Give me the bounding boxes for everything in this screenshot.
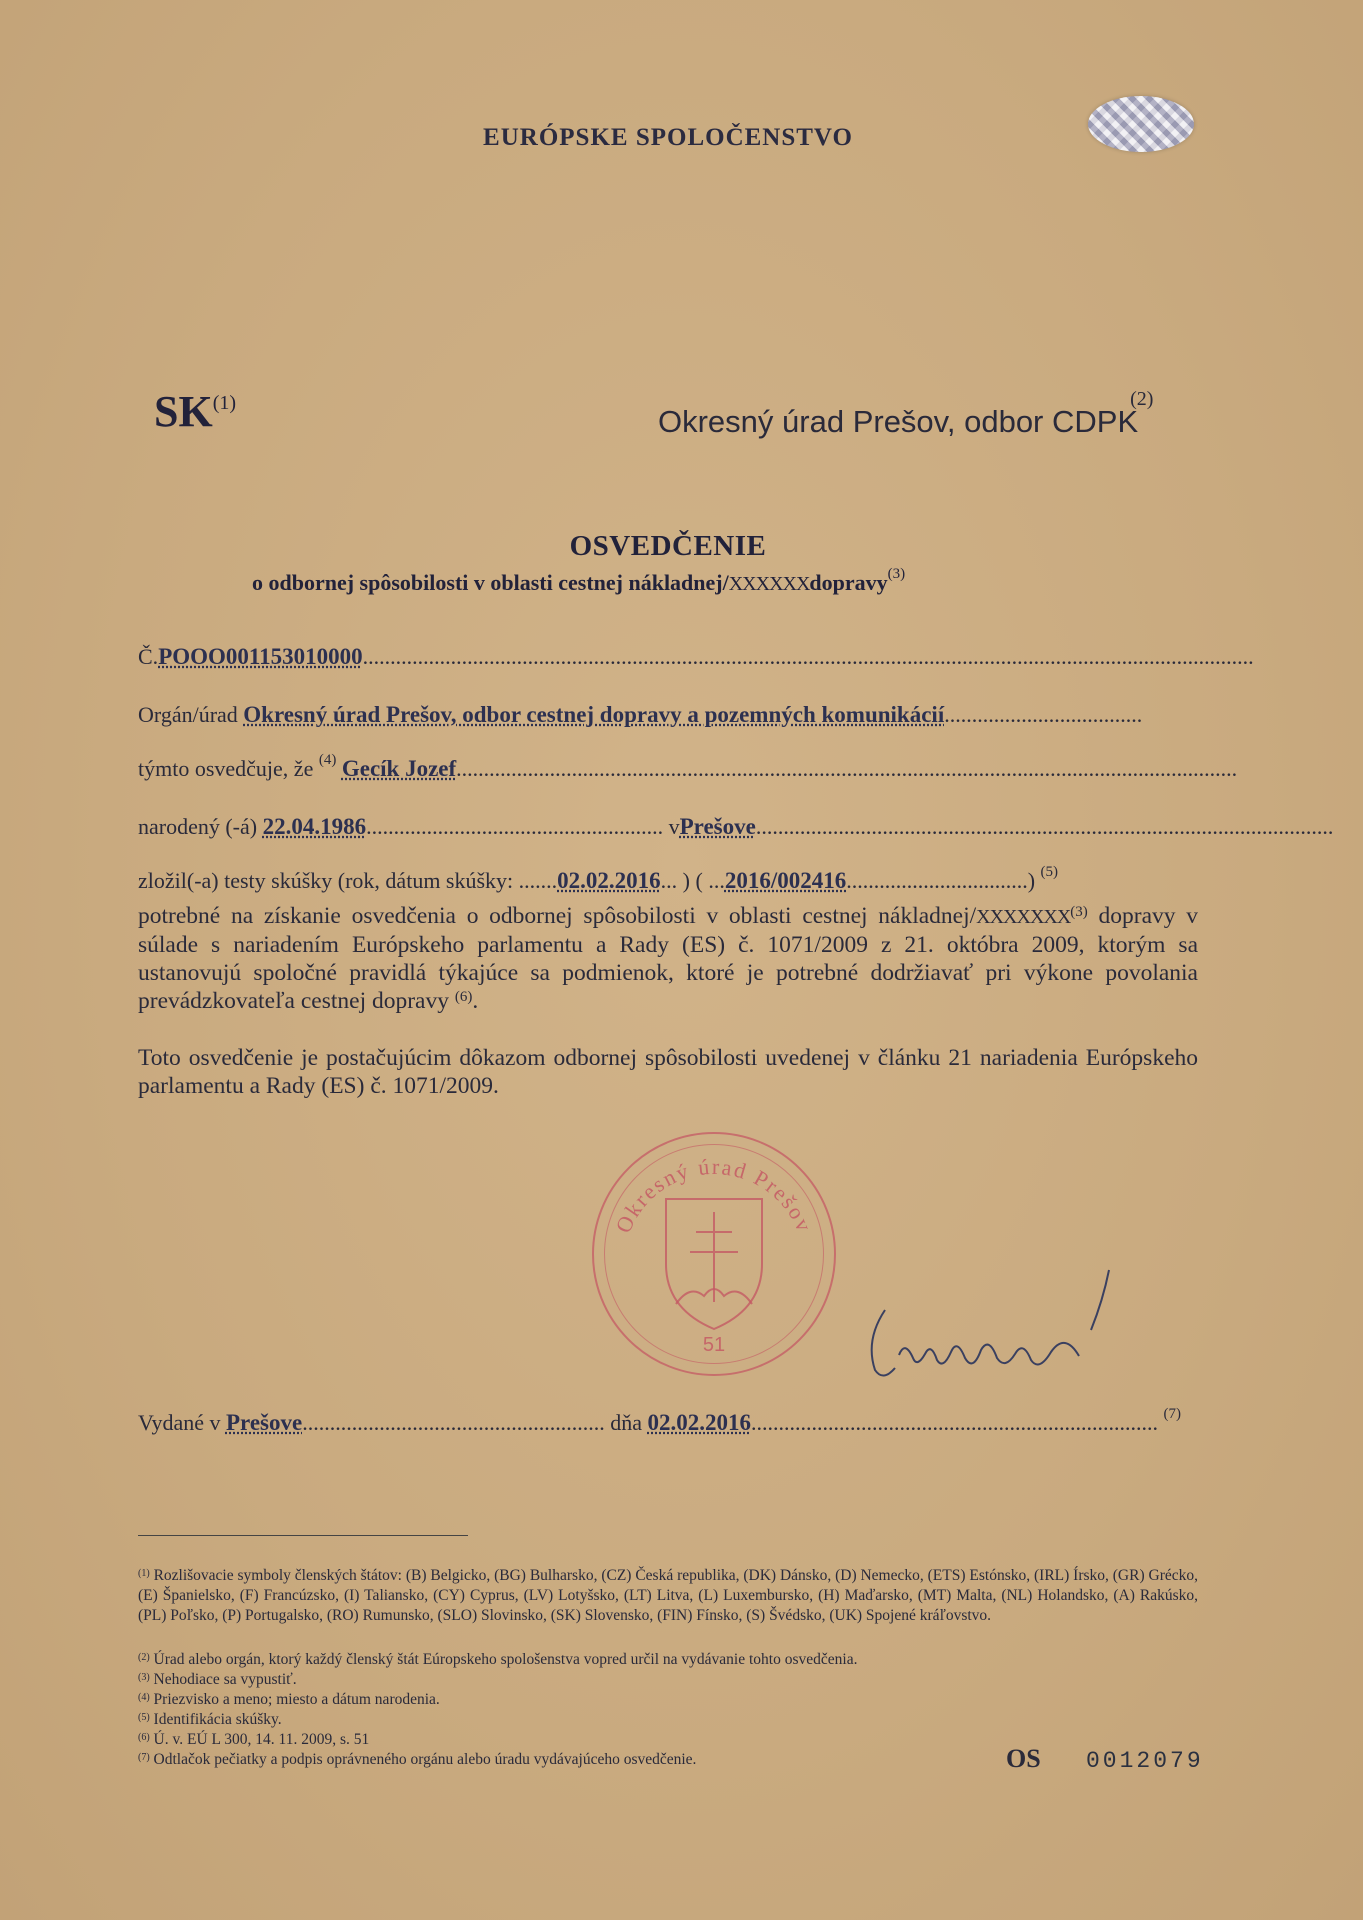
field-holder-line: týmto osvedčuje, že $^{(4)}$ Gecík Jozef.............................................................................................................................................. bbox=[138, 752, 1238, 781]
exam-date: 02.02.2016 bbox=[557, 868, 661, 893]
certifies-note-ref: (4) bbox=[318, 752, 337, 768]
issued-note-ref: (7) bbox=[1163, 1406, 1181, 1422]
footnote-1 bbox=[138, 1566, 1198, 1626]
footnote-text: Úrad alebo orgán, ktorý každý členský štát Eúropskeho spološenstva vopred určil na vydávanie tohto osvedčenia. bbox=[153, 1651, 858, 1668]
official-stamp bbox=[592, 1132, 836, 1376]
field-authority-line: Orgán/úrad Okresný úrad Prešov, odbor cestnej dopravy a pozemných komunikácií.................................... bbox=[138, 702, 1143, 727]
footnote-text: Odtlačok pečiatky a podpis oprávneného orgánu alebo úradu vydávajúceho osvedčenie. bbox=[153, 1751, 697, 1768]
footnote-7 bbox=[138, 1750, 958, 1770]
country-code bbox=[154, 386, 236, 437]
footnote-4 bbox=[138, 1690, 1198, 1710]
footnote-text: Identifikácia skúšky. bbox=[153, 1711, 282, 1728]
subtitle-struck: XXXXXX bbox=[728, 573, 810, 595]
footnote-text: Ú. v. EÚ L 300, 14. 11. 2009, s. 51 bbox=[153, 1731, 370, 1748]
document-subtitle bbox=[252, 566, 906, 596]
certifies-label: týmto osvedčuje, že bbox=[138, 756, 314, 781]
para1-note-ref: (3) bbox=[1070, 904, 1088, 920]
para1-text-b: dopravy v súlade s nariadením Európskeho parlamentu a Rady (ES) č. 1071/2009 z 21. októbra 2009, ktorým sa ustanovujú spoločné pravidlá týkajúce sa podmienok, ktoré je potrebné dodržiavať pri výkone povolania prevádzkovateľa cestnej dopravy bbox=[138, 903, 1198, 1014]
serial-prefix: OS bbox=[1006, 1744, 1041, 1773]
in-label: v bbox=[668, 814, 680, 839]
field-birth-line: narodený (-á) 22.04.1986...................................................... vPrešove......................................................................................................... bbox=[138, 814, 1334, 839]
para1-struck: XXXXXXX bbox=[976, 906, 1071, 928]
footnote-5 bbox=[138, 1710, 1198, 1730]
body-paragraph-1: potrebné na získanie osvedčenia o odbornej spôsobilosti v oblasti cestnej nákladnej/XXXXXXX$^{(3)}$ dopravy v súlade s nariadením Európskeho parlamentu a Rady (ES) č. 1071/2009 z 21. októbra 2009, ktorým sa ustanovujú spoločné pravidlá týkajúce sa podmienok, ktoré je potrebné dodržiavať pri výkone povolania prevádzkovateľa cestnej dopravy $^{(6)}$. bbox=[138, 903, 1198, 1014]
footnote-ref: (4) bbox=[138, 1692, 150, 1703]
footnote-2 bbox=[138, 1650, 1198, 1670]
authority-name: Okresný úrad Prešov, odbor CDPK bbox=[658, 404, 1139, 439]
number-label: Č. bbox=[138, 644, 159, 669]
footnote-ref: (7) bbox=[138, 1752, 150, 1763]
holder-name: Gecík Jozef bbox=[341, 756, 457, 781]
slovak-coat-of-arms-icon bbox=[666, 1199, 762, 1329]
issued-line: Vydané v Prešove....................................................... dňa 02.02.2016.......................................................................... $^{(7)}$ bbox=[138, 1406, 1181, 1435]
body-paragraph-2: Toto osvedčenie je postačujúcim dôkazom odbornej spôsobilosti uvedenej v článku 21 nariadenia Európskeho parlamentu a Rady (ES) č. 1071/2009. bbox=[138, 1045, 1198, 1099]
birth-place: Prešove bbox=[679, 814, 756, 839]
born-label: narodený (-á) bbox=[138, 814, 258, 839]
header-organization: EURÓPSKE SPOLOČENSTVO bbox=[483, 124, 853, 151]
footnote-ref: (5) bbox=[138, 1712, 150, 1723]
footnote-ref: (2) bbox=[138, 1652, 150, 1663]
number-value: POOO001153010000 bbox=[158, 644, 363, 669]
subtitle-note-ref: (3) bbox=[887, 566, 906, 582]
issuing-authority bbox=[658, 388, 1161, 440]
handwritten-signature bbox=[855, 1270, 1155, 1390]
stamp-number: 51 bbox=[702, 1334, 726, 1356]
footnote-text: Rozlišovacie symboly členských štátov: (B) Belgicko, (BG) Bulharsko, (CZ) Česká republika, (DK) Dánsko, (D) Nemecko, (ETS) Estónsko, (IRL) Írsko, (GR) Grécko, (E) Španielsko, (F) Francúzsko, (I) Taliansko, (CY) Cyprus, (LV) Lotyšsko, (LT) Litva, (L) Luxembursko, (H) Maďarsko, (MT) Malta, (NL) Holandsko, (A) Rakúsko, (PL) Poľsko, (P) Portugalsko, (RO) Rumunsko, (SLO) Slovinsko, (SK) Slovensko, (FIN) Fínsko, (S) Švédsko, (UK) Spojené kráľovstvo. bbox=[138, 1567, 1199, 1624]
issued-date-label: dňa bbox=[610, 1410, 642, 1435]
authority-value: Okresný úrad Prešov, odbor cestnej dopravy a pozemných komunikácií bbox=[243, 702, 945, 727]
para1-text-a: potrebné na získanie osvedčenia o odbornej spôsobilosti v oblasti cestnej nákladnej/ bbox=[138, 903, 977, 929]
authority-label: Orgán/úrad bbox=[138, 702, 238, 727]
birth-date: 22.04.1986 bbox=[262, 814, 367, 839]
exam-close: ) bbox=[1027, 868, 1036, 893]
field-number-line: Č.POOO001153010000.................................................................................................................................................................. bbox=[138, 644, 1254, 669]
subtitle-end: dopravy bbox=[809, 570, 888, 595]
issued-label: Vydané v bbox=[138, 1410, 221, 1435]
footnote-ref: (6) bbox=[138, 1732, 150, 1743]
footnote-ref: (1) bbox=[138, 1568, 150, 1579]
exam-id: 2016/002416 bbox=[724, 868, 847, 893]
footnote-text: Nehodiace sa vypustiť. bbox=[153, 1671, 297, 1688]
country-code-text: SK bbox=[154, 387, 213, 436]
stamp-arc-text: Okresný úrad Prešov bbox=[610, 1153, 818, 1237]
document-title: OSVEDČENIE bbox=[569, 530, 767, 562]
exam-note-ref: (5) bbox=[1040, 864, 1059, 880]
field-exam-line: zložil(-a) testy skúšky (rok, dátum skúšky: .......02.02.2016... ) ( ...2016/002416.................................) $^{(5)}$ bbox=[138, 864, 1059, 893]
footnote-3 bbox=[138, 1670, 1198, 1690]
footnote-ref: (3) bbox=[138, 1672, 150, 1683]
para1-note-ref-6: (6) bbox=[454, 989, 473, 1005]
exam-mid: ) ( bbox=[682, 868, 703, 893]
country-note-ref: (1) bbox=[212, 392, 237, 414]
issued-date: 02.02.2016 bbox=[647, 1410, 751, 1435]
subtitle-start: o odbornej spôsobilosti v oblasti cestnej nákladnej/ bbox=[252, 570, 729, 595]
issued-place: Prešove bbox=[225, 1410, 303, 1435]
exam-label: zložil(-a) testy skúšky (rok, dátum skúšky: bbox=[138, 868, 514, 893]
serial-number: 0012079 bbox=[1086, 1748, 1204, 1774]
authority-note-ref: (2) bbox=[1130, 388, 1154, 410]
footnote-text: Priezvisko a meno; miesto a dátum narodenia. bbox=[153, 1691, 440, 1708]
footnote-separator bbox=[138, 1535, 468, 1536]
